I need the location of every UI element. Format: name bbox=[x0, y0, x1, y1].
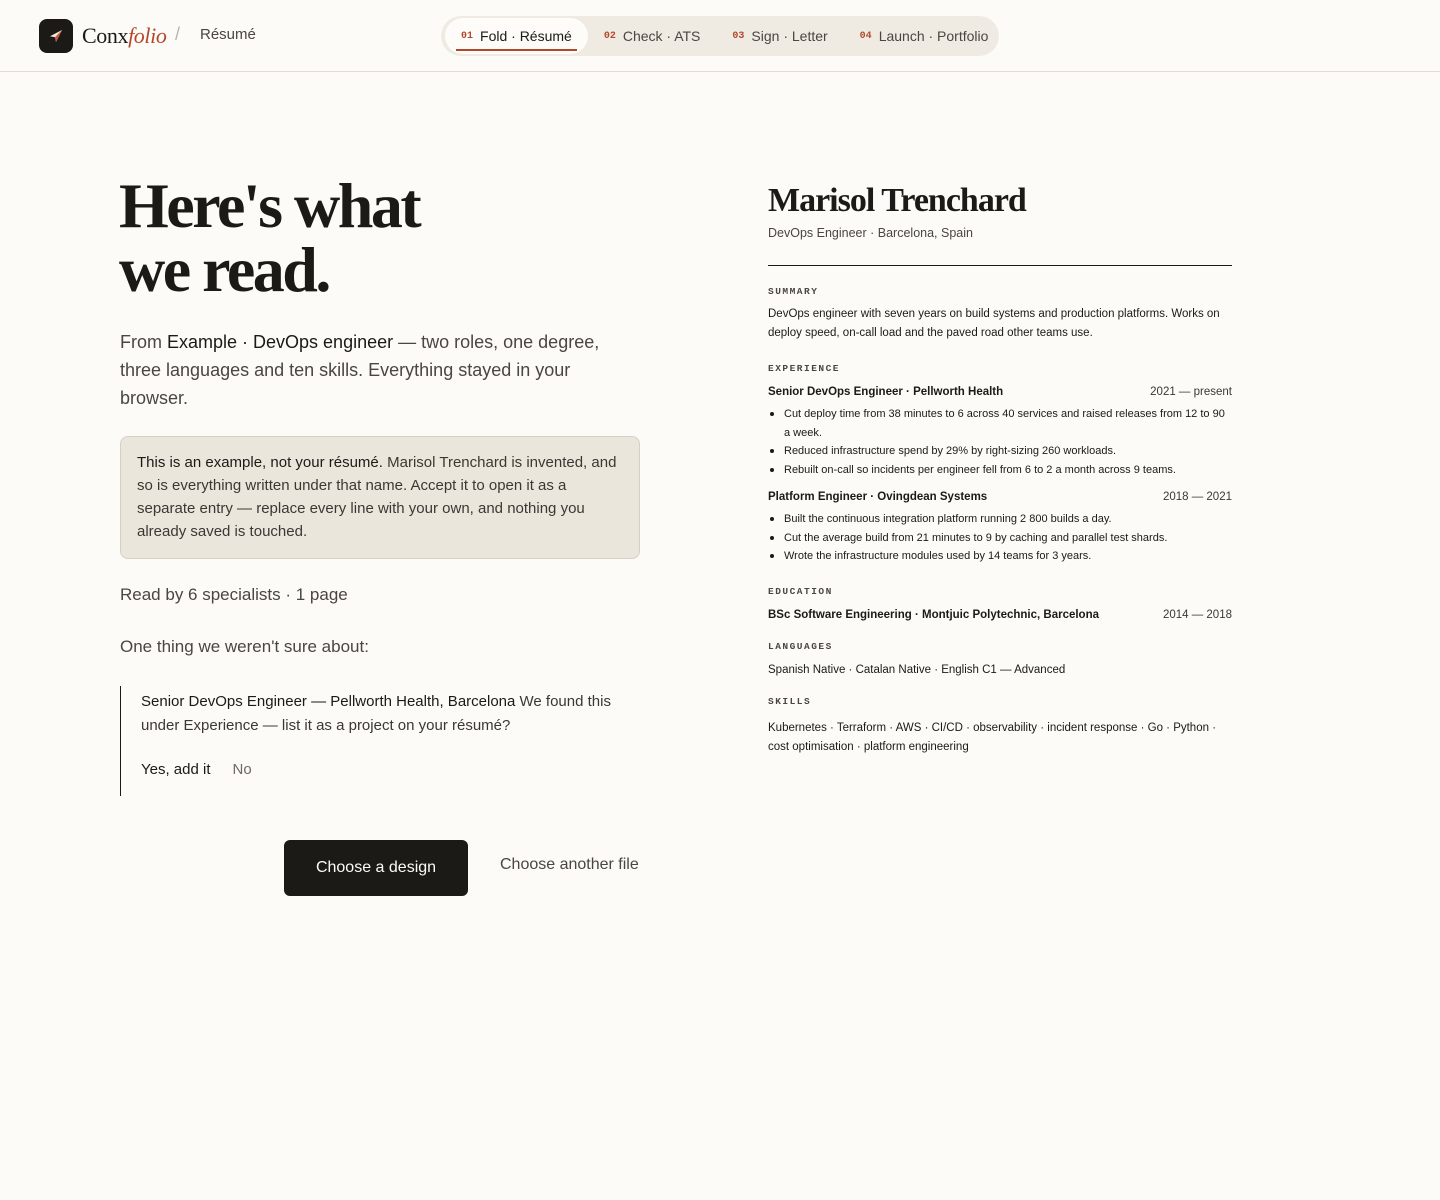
step-check-ats[interactable] bbox=[588, 20, 717, 52]
breadcrumb-current: Résumé bbox=[200, 26, 256, 43]
intro-prefix: From bbox=[120, 332, 167, 352]
step-label: Launch · Portfolio bbox=[878, 28, 989, 44]
experience-heading: EXPERIENCE bbox=[768, 363, 841, 374]
job-bullets bbox=[768, 405, 1232, 479]
intro-source: Example · DevOps engineer bbox=[167, 332, 394, 352]
step-navigation bbox=[441, 16, 999, 56]
notice-lead: This is an example, not your résumé. bbox=[137, 454, 383, 471]
step-label: Check · ATS bbox=[622, 28, 701, 44]
job-title: Platform Engineer · Ovingdean Systems bbox=[768, 491, 988, 503]
step-label: Sign · Letter bbox=[751, 28, 828, 44]
skills-heading: SKILLS bbox=[768, 695, 812, 707]
suggestion-subject: Senior DevOps Engineer — Pellworth Health, Barcelona bbox=[141, 693, 516, 710]
resume-name: Marisol Trenchard bbox=[768, 182, 1026, 219]
education-heading: EDUCATION bbox=[768, 585, 833, 597]
example-notice bbox=[120, 436, 640, 559]
job-header bbox=[768, 491, 1232, 503]
step-number: 02 bbox=[603, 30, 616, 42]
suggestion-question: We found this under Experience — list it as a project on your résumé? bbox=[141, 693, 611, 734]
step-fold-resume[interactable] bbox=[445, 18, 588, 54]
step-number: 03 bbox=[732, 30, 745, 42]
suggestion-actions bbox=[141, 761, 640, 778]
summary-heading: SUMMARY bbox=[768, 286, 819, 297]
paper-plane-icon bbox=[39, 19, 73, 53]
resume-subtitle: DevOps Engineer · Barcelona, Spain bbox=[768, 226, 973, 240]
step-number: 04 bbox=[859, 30, 872, 42]
job-dates: 2021 — present bbox=[1150, 386, 1232, 398]
brand-name-main: Conx bbox=[82, 23, 129, 48]
suggestion-text bbox=[141, 686, 631, 738]
summary-text: DevOps engineer with seven years on build systems and production platforms. Works on deploy speed, on-call load and the paved road other teams use. bbox=[768, 308, 1220, 339]
education-entry bbox=[768, 609, 1232, 621]
intro-rest: — two roles, one degree, three languages and ten skills. Everything stayed in your browser. bbox=[120, 332, 600, 408]
choose-design-button[interactable]: Choose a design bbox=[284, 840, 468, 896]
uncertainty-heading: One thing we weren't sure about: bbox=[120, 637, 369, 656]
yes-add-button[interactable]: Yes, add it bbox=[141, 761, 211, 778]
job-bullet: Wrote the infrastructure modules used by 14 teams for 3 years. bbox=[768, 547, 1232, 566]
step-launch-portfolio[interactable] bbox=[844, 20, 1005, 52]
notice-body: Marisol Trenchard is invented, and so is everything written under that name. Accept it to open it as a separate entry — replace every line with your own, and nothing you already saved is touched. bbox=[137, 454, 617, 540]
job-bullet: Built the continuous integration platform running 2 800 builds a day. bbox=[768, 510, 1232, 529]
brand-name-accent: folio bbox=[128, 23, 167, 48]
suggestion-card bbox=[120, 686, 640, 796]
intro-summary bbox=[120, 328, 620, 412]
job-header bbox=[768, 386, 1232, 398]
step-number: 01 bbox=[461, 30, 474, 42]
brand-logo-link[interactable] bbox=[39, 19, 166, 53]
education-title: BSc Software Engineering · Montjuic Polytechnic, Barcelona bbox=[768, 608, 1100, 621]
page-title-line-1: Here's what bbox=[119, 170, 420, 241]
job-title: Senior DevOps Engineer · Pellworth Health bbox=[768, 386, 1004, 398]
languages-heading: LANGUAGES bbox=[768, 640, 833, 652]
breadcrumb-separator: / bbox=[175, 24, 181, 44]
education-dates: 2014 — 2018 bbox=[1162, 608, 1232, 621]
step-sign-letter[interactable] bbox=[716, 20, 843, 52]
job-bullet: Cut the average build from 21 minutes to 9 by caching and parallel test shards. bbox=[768, 529, 1232, 548]
job-bullet: Rebuilt on-call so incidents per engineer fell from 6 to 2 a month across 9 teams. bbox=[768, 461, 1232, 480]
resume-divider bbox=[768, 265, 1232, 266]
job-bullets bbox=[768, 510, 1232, 566]
no-button[interactable]: No bbox=[232, 761, 252, 778]
job-dates: 2018 — 2021 bbox=[1162, 491, 1232, 503]
top-bar bbox=[0, 0, 1440, 72]
choose-another-file-button[interactable]: Choose another file bbox=[500, 856, 639, 873]
job-bullet: Cut deploy time from 38 minutes to 6 across 40 services and raised releases from 12 to 90 a week. bbox=[768, 405, 1232, 442]
step-label: Fold · Résumé bbox=[480, 28, 572, 44]
skills-text: Kubernetes · Terraform · AWS · CI/CD · observability · incident response · Go · Python · cost optimisation · platform engineering bbox=[768, 721, 1217, 753]
languages-text: Spanish Native · Catalan Native · English C1 — Advanced bbox=[768, 663, 1066, 676]
brand-name bbox=[82, 23, 166, 49]
resume-preview bbox=[768, 180, 1232, 757]
page-title bbox=[119, 170, 439, 305]
read-by-status: Read by 6 specialists · 1 page bbox=[120, 585, 348, 604]
job-bullet: Reduced infrastructure spend by 29% by right-sizing 260 workloads. bbox=[768, 442, 1232, 461]
page-title-line-2: we read. bbox=[119, 234, 329, 305]
